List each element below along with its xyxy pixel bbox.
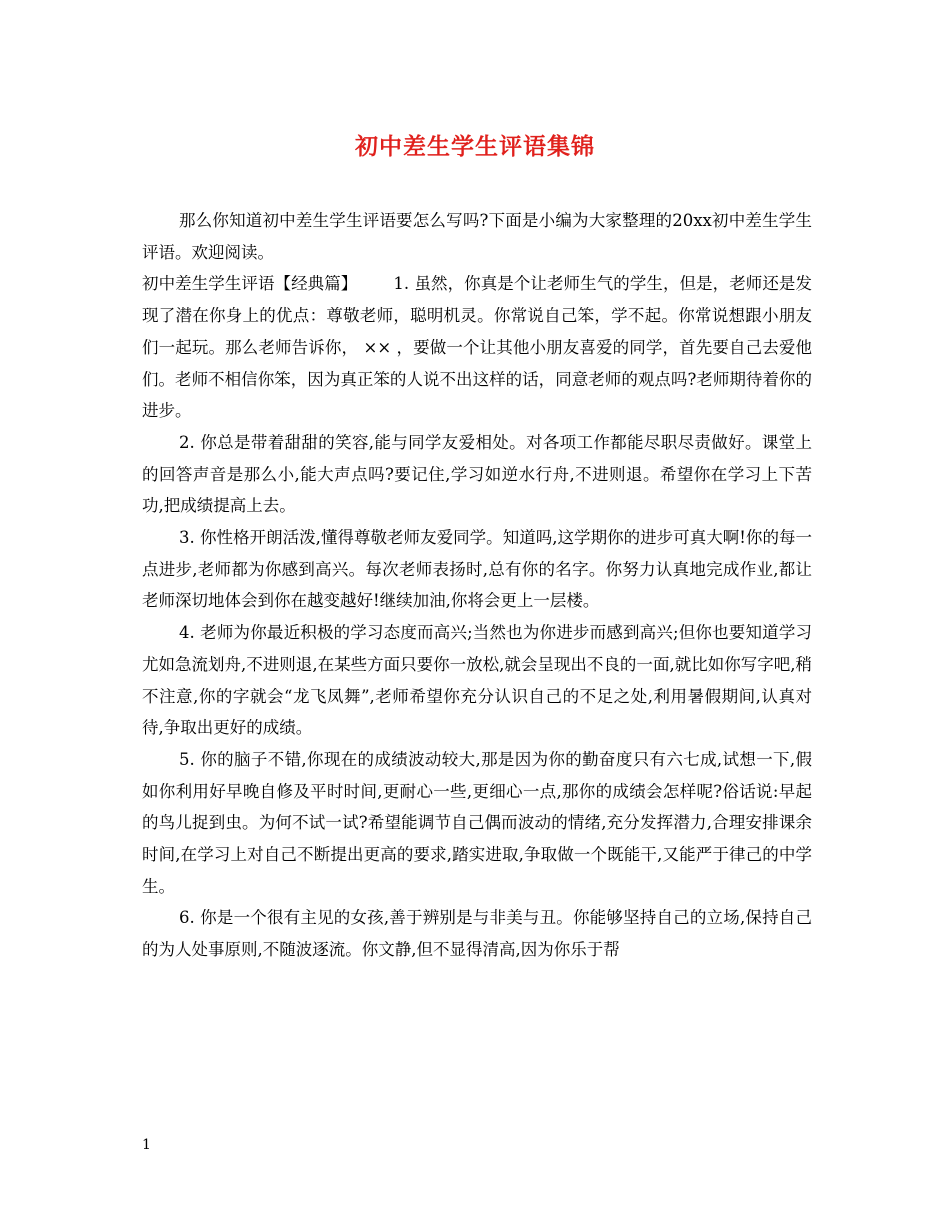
page-number: 1: [142, 1137, 151, 1153]
comment-1-text: 1. 虽然，你真是个让老师生气的学生，但是，老师还是发现了潜在你身上的优点：尊敬老师，聪明机灵。你常说自己笨，学不起。你常说想跟小朋友们一起玩。那么老师告诉你， ×× ，要做一个让其他小朋友喜爱的同学，首先要自己去爱他们。老师不相信你笨，因为真正笨的人说不出这样的话，同意老师的观点吗?老师期待着你的进步。: [142, 274, 812, 421]
section-label: 初中差生学生评语【经典篇】: [142, 274, 358, 294]
comment-paragraph-5: 5. 你的脑子不错,你现在的成绩波动较大,那是因为你的勤奋度只有六七成,试想一下,假如你利用好早晚自修及平时时间,更耐心一些,更细心一点,那你的成绩会怎样呢?俗话说:早起的鸟儿捉到虫。为何不试一试?希望能调节自己偶而波动的情绪,充分发挥潜力,合理安排课余时间,在学习上对自己不断提出更高的要求,踏实进取,争取做一个既能干,又能严于律己的中学生。: [142, 749, 812, 896]
comment-paragraph-6: 6. 你是一个很有主见的女孩,善于辨别是与非美与丑。你能够坚持自己的立场,保持自己的为人处事原则,不随波逐流。你文静,但不显得清高,因为你乐于帮: [142, 908, 812, 960]
intro-paragraph: 那么你知道初中差生学生评语要怎么写吗?下面是小编为大家整理的20xx初中差生学生评语。欢迎阅读。: [142, 211, 812, 262]
document-body: [142, 205, 812, 966]
comment-paragraph-4: 4. 老师为你最近积极的学习态度而高兴;当然也为你进步而感到高兴;但你也要知道学习尤如急流划舟,不进则退,在某些方面只要你一放松,就会呈现出不良的一面,就比如你写字吧,稍不注意,你的字就会“龙飞凤舞”,老师希望你充分认识自己的不足之处,利用暑假期间,认真对待,争取出更好的成绩。: [142, 623, 812, 738]
comment-paragraph-2: 2. 你总是带着甜甜的笑容,能与同学友爱相处。对各项工作都能尽职尽责做好。课堂上的回答声音是那么小,能大声点吗?要记住,学习如逆水行舟,不进则退。希望你在学习上下苦功,把成绩提高上去。: [142, 432, 812, 516]
document-title: 初中差生学生评语集锦: [355, 133, 595, 160]
comment-paragraph-3: 3. 你性格开朗活泼,懂得尊敬老师友爱同学。知道吗,这学期你的进步可真大啊!你的每一点进步,老师都为你感到高兴。每次老师表扬时,总有你的名字。你努力认真地完成作业,都让老师深切地体会到你在越变越好!继续加油,你将会更上一层楼。: [142, 528, 812, 611]
comment-paragraph-1: [142, 268, 812, 427]
